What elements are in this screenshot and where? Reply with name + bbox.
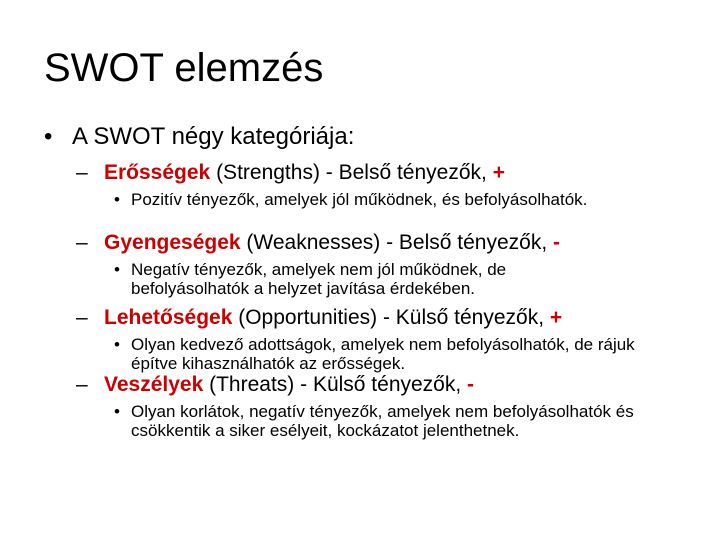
bullet-icon: • <box>114 260 120 279</box>
slide-title: SWOT elemzés <box>44 46 324 90</box>
category-rest: (Weaknesses) - Belső tényezők, <box>240 231 553 254</box>
intro-bullet <box>44 122 354 152</box>
bullet-icon: • <box>44 123 53 150</box>
category-strengths <box>76 160 706 209</box>
category-description <box>114 260 574 298</box>
bullet-icon: • <box>114 402 120 421</box>
category-heading <box>76 160 706 186</box>
description-text: Olyan kedvező adottságok, amelyek nem befolyásolhatók, de rájuk építve kihasználhatók az erősségek. <box>131 335 635 373</box>
category-rest: (Threats) - Külső tényezők, <box>203 373 468 396</box>
category-name: Erősségek <box>104 161 211 184</box>
category-description <box>114 335 674 373</box>
category-name: Lehetőségek <box>104 306 233 329</box>
category-rest: (Opportunities) - Külső tényezők, <box>232 306 550 329</box>
category-heading <box>76 372 706 398</box>
dash-icon: – <box>76 306 88 329</box>
category-name: Veszélyek <box>104 373 204 396</box>
category-sign: - <box>552 231 560 254</box>
description-text: Pozitív tényezők, amelyek jól működnek, és befolyásolhatók. <box>131 190 588 209</box>
bullet-icon: • <box>114 190 120 209</box>
description-text: Negatív tényezők, amelyek nem jól működnek, de befolyásolhatók a helyzet javítása érdekében. <box>131 260 507 298</box>
dash-icon: – <box>76 161 88 184</box>
category-threats <box>76 372 706 440</box>
category-name: Gyengeségek <box>104 231 241 254</box>
category-description <box>114 402 674 440</box>
dash-icon: – <box>76 373 88 396</box>
category-sign: - <box>467 373 475 396</box>
category-rest: (Strengths) - Belső tényezők, <box>210 161 493 184</box>
description-text: Olyan korlátok, negatív tényezők, amelyek nem befolyásolhatók és csökkentik a siker esélyeit, kockázatot jelenthetnek. <box>131 402 634 440</box>
category-description <box>114 190 706 209</box>
bullet-icon: • <box>114 335 120 354</box>
intro-text: A SWOT négy kategóriája: <box>72 123 355 150</box>
category-sign: + <box>549 306 563 329</box>
category-opportunities <box>76 305 706 373</box>
category-sign: + <box>492 161 505 184</box>
dash-icon: – <box>76 231 88 254</box>
category-heading <box>76 305 706 331</box>
category-weaknesses <box>76 230 706 298</box>
category-heading <box>76 230 706 256</box>
